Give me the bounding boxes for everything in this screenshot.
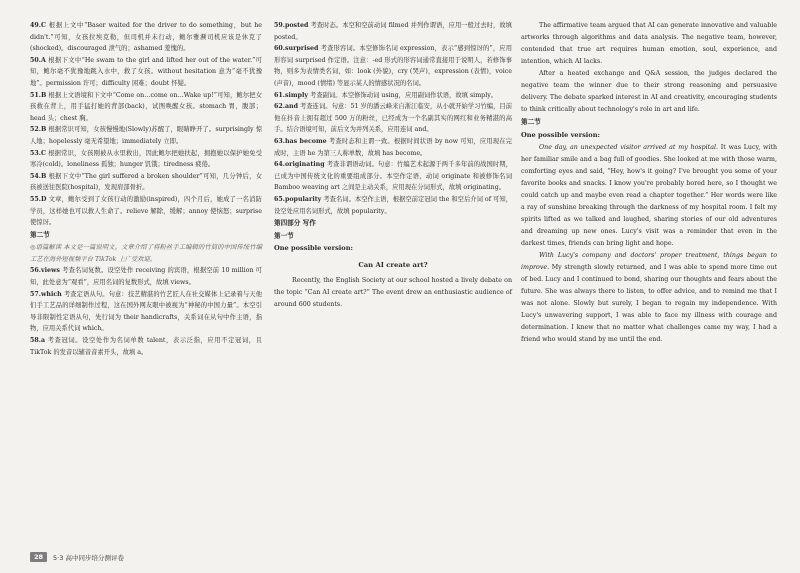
section-heading: 第二节 (30, 230, 50, 239)
answer-key: 62.and (274, 103, 299, 111)
section-heading: 第二节 (521, 118, 541, 126)
answer-key: 52.B (30, 126, 47, 134)
answer-item (274, 43, 512, 89)
answer-item (30, 20, 262, 55)
answer-item (274, 194, 512, 217)
answer-key: 60.surprised (274, 45, 319, 53)
answer-key: 61.simply (274, 91, 309, 99)
answer-item (30, 265, 262, 288)
answer-key: 51.B (30, 91, 47, 99)
answer-key: 58.a (30, 337, 46, 345)
answer-item (30, 194, 262, 229)
answer-key: 56.views (30, 267, 60, 275)
answer-item (30, 124, 262, 147)
answer-key: 54.B (30, 172, 47, 180)
essay-column-3 (521, 20, 777, 346)
answer-item (30, 55, 262, 90)
answer-item (274, 159, 512, 194)
answer-key: 57.which (30, 290, 62, 298)
answer-key: 55.D (30, 195, 47, 203)
story-opening: One day, an unexpected visitor arrived at my hospital. (539, 144, 718, 152)
answer-column-1 (30, 20, 262, 358)
story-paragraph (521, 142, 777, 250)
answer-item (30, 289, 262, 335)
answer-explanation: 考查时态和主谓一致。根据时间状语 by now 可知，应用现在完成时，主语 he 为第三人称单数，故填 has become。 (274, 137, 512, 157)
answer-item (30, 90, 262, 125)
answer-explanation: 考查名词复数。设空处作 receiving 的宾语，根据空前 10 million 可知，此处意为“观看”，应用名词的复数形式，故填 views。 (30, 267, 262, 287)
answer-key: 65.popularity (274, 195, 322, 203)
answer-list-3 (274, 20, 512, 217)
story-opening: With Lucy's company and doctors' proper treatment, things began to improve. (521, 252, 777, 272)
version-label: One possible version: (274, 244, 353, 253)
part-heading: 第四部分 写作 (274, 219, 316, 228)
answer-item (274, 101, 512, 136)
essay-title: Can AI create art? (358, 260, 428, 269)
answer-explanation: 考查名词。本空作主语，根据空前定冠词 the 和空后介词 of 可知，设空处应用名词形式，故填 popularity。 (274, 195, 512, 215)
answer-explanation: 考查连词。句意：51 岁的潘云峰来自浙江临安，从小就开始学习竹编，目前他在抖音上拥有超过 500 万的粉丝，已经成为一个名副其实的网红和业务精湛的高手。结合语境可知，前后文为并列关系，应用连词 and。 (274, 103, 512, 134)
answer-item (274, 136, 512, 159)
answer-explanation: 考查形容词。本空修饰名词 expression，表示“感到惊讶的”，应用形容词 surprised 作定语。注意：-ed 形式的形容词通常直接用于说明人，若修饰事物，则多为表情类名词，如：look (外貌)，cry (哭声)，expression (表情)，voice (声音)，mood (情绪) 等显示某人的情感状况的名词。 (274, 45, 512, 87)
answer-explanation: 考查时态。本空和空前动词 filmed 并列作谓语，应用一般过去时，故填 posted。 (274, 22, 512, 41)
section-heading: 第一节 (274, 231, 294, 240)
answer-key: 50.A (30, 56, 46, 64)
answer-explanation: 考查非谓语动词。句意：竹编艺术起源于两千多年前的战国时期，已成为中国传统文化的重要组成部分。本空作定语，动词 originate 和被修饰名词 Bamboo weaving art 之间是主动关系，应用现在分词形式，故填 originating。 (274, 161, 512, 192)
answer-explanation: 根据上文语境和下文中“Come on…come on…Wake up!”可知，鲍尔把女孩救在背上，用手猛打她的背部(back)，试图唤醒女孩。stomach 胃，腹部；head 头；chest 胸。 (30, 91, 262, 122)
answer-item (30, 335, 262, 358)
answer-explanation: 文章，鲍尔受到了女孩行动的激励(inspired)，四个月后，她成了一名消防学员，这样她也可以救人生命了。relieve 解除，缓解；annoy 使恼怒；surprise 使惊讶。 (30, 195, 262, 227)
essay-paragraph: Recently, the English Society at our school hosted a lively debate on the topic “Can AI create art?” The event drew an enthusiastic audience of around 600 students. (274, 277, 512, 308)
answer-explanation: 考查定语从句。句意：技艺精湛的竹艺匠人在社交媒体上记录着与天他们手工艺品的详细制作过程，这在国外网友眼中被视为“神秘的中国力量”。本空引导非限制性定语从句，先行词为 their handicrafts，关系词在从句中作主语，指物，应用关系代词 which。 (30, 290, 262, 333)
answer-item (274, 20, 512, 43)
answer-explanation: 根据下文中“He swam to the girl and lifted her out of the water.”可知，鲍尔毫不犹豫地跳入水中，救了女孩。without hesitation 意为“毫不犹豫地”。permission 许可；difficulty 困难；doubt 怀疑。 (30, 56, 262, 87)
answer-key: 64.originating (274, 161, 325, 169)
answer-column-2 (274, 20, 512, 310)
passage-guide: ◎语篇解读 本文是一篇说明文。文章介绍了将粉丝手工编辑的竹简的中国传统竹编工艺在海外短视频平台 TikTok 上广受欢迎。 (30, 244, 262, 263)
page-footer (30, 551, 124, 563)
answer-explanation: 考查冠词。设空处作为名词单数 talent，表示泛指，应用不定冠词，且 TikTok 的发音以辅音音素开头，故填 a。 (30, 337, 262, 356)
story-text: My strength slowly returned, and I was able to spend more time out of bed. Lucy and I continued to bond, sharing our thoughts and fears about the future. She was always there to listen, to offer advice, and to remind me that I was not alone. Slowly but surely, I began to regain my independence. With Lucy's unwavering support, I was able to face my illness with courage and determination. I knew that no matter what challenges came my way, I had a friend who would stand by me until the end. (521, 264, 777, 344)
answer-key: 59.posted (274, 22, 309, 29)
answer-key: 49.C (30, 22, 46, 29)
answer-list-2 (30, 265, 262, 358)
answer-key: 63.has become (274, 137, 327, 145)
book-title: 5·3 高中同步培分测评卷 (53, 553, 124, 562)
answer-item (30, 148, 262, 171)
answer-explanation: 根据下文中“The girl suffered a broken shoulder”可知，几分钟后，女孩被送往医院(hospital)，发现肩部骨折。 (30, 172, 262, 192)
answer-item (30, 171, 262, 194)
essay-paragraph: After a heated exchange and Q&A session, the judges declared the negative team the winner due to their strong reasoning and persuasive delivery. The debate sparked interest in AI and creativity, encouraging students to think critically about technology's role in art and life. (521, 70, 777, 113)
answer-explanation: 根据上文中“Baser waited for the driver to do something，but he didn't.”可知，女孩拉埃克勒，但司机并未行动，鲍尔雅濒司机应该是休克了(shocked)。discouraged 泄气的；ashamed 羞愧的。 (30, 22, 262, 53)
answer-explanation: 根据常识，女孩刚被从水里救出，因此鲍尔把她扶起，拥抱她以保护她免受寒冷(cold)。loneliness 孤独；hunger 饥饿；tiredness 疲倦。 (30, 149, 262, 169)
answer-list-1 (30, 20, 262, 229)
answer-item (274, 90, 512, 102)
essay-paragraph: The affirmative team argued that AI can generate innovative and valuable artworks through algorithms and data analysis. The negative team, however, contended that true art requires human emotion, soul, experience, and intention, which AI lacks. (521, 22, 777, 65)
answer-explanation: 考查副词。本空修饰动词 using，应用副词作状语，故填 simply。 (310, 91, 498, 99)
page-number: 28 (30, 552, 47, 562)
story-paragraph (521, 250, 777, 346)
version-label: One possible version: (521, 130, 600, 139)
answer-key: 53.C (30, 149, 46, 157)
answer-explanation: 根据常识可知，女孩慢慢地(Slowly)苏醒了，眼睛睁开了。surprisingly 惊人地；hopelessly 毫无希望地；immediately 立即。 (30, 126, 262, 145)
story-text: It was Lucy, with her familiar smile and a bag full of goodies. She looked at me with those warm, comforting eyes and said, “Hey, how's it going? I've brought you some of your favorite books and snacks. I know you're probably bored here, so I thought we could catch up and maybe even read a chapter together.” Her words were like a ray of sunshine breaking through the darkness of my hospital room. I felt my spirits lifted as we talked and laughed, sharing stories of our old adventures and dreaming up new ones. Lucy's visit was a reminder that even in the darkest times, friends can bring light and hope. (521, 144, 777, 248)
